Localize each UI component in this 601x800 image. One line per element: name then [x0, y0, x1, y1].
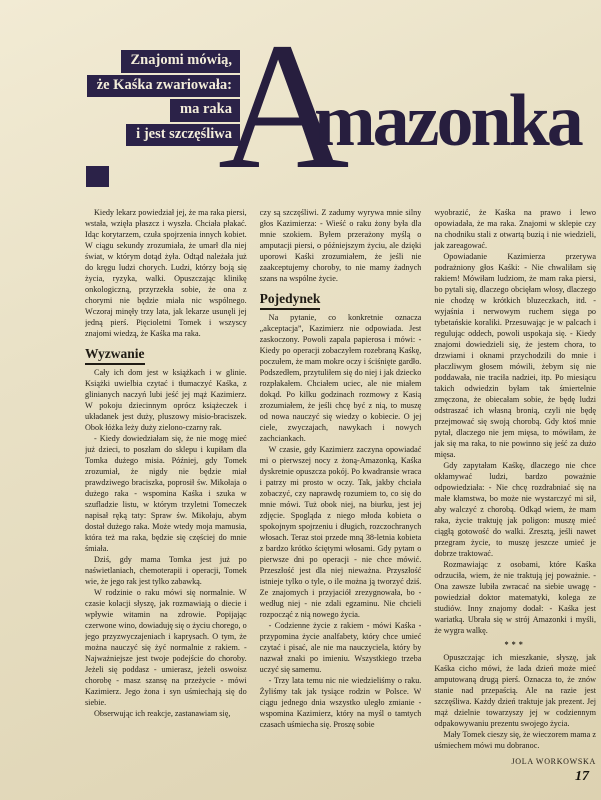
paragraph: Cały ich dom jest w książkach i w glinie. Książki uwielbia czytać i tłumaczyć Kaśka, z glinianych naczyń lubi jeść jej mąż Kazimierz. W pokoju dziecinnym oprócz książeczek i układanek jest duży, pluszowy misio-braciszek. Obok łóżka leży duży zielono-czarny rak. — [85, 367, 247, 432]
paragraph: Opuszczając ich mieszkanie, słyszę, jak Kaśka cicho mówi, że lada dzień może mieć amputowaną drugą pierś. Oznacza to, że znów stanie nad przepaścią. Ale na razie jest szczęśliwa. Każdy dzień traktuje jak prezent. Jej mąż dzielnie towarzyszy jej w codziennym odpakowywaniu prezentu swojego życia. — [434, 653, 597, 728]
headline-text: Znajomi mówią, — [121, 50, 241, 73]
paragraph: - Codzienne życie z rakiem - mówi Kaśka - przypomina życie analfabety, który chce umieć czytać i pisać, ale nie ma nauczyciela, który by nazwał znaki po imieniu. Wszystkiego trzeba uczyć się samemu. — [259, 620, 422, 674]
section-heading-wyzwanie — [85, 346, 247, 362]
headline-text: że Kaśka zwariowała: — [87, 75, 240, 98]
paragraph: Gdy zapytałam Kaśkę, dlaczego nie chce okłamywać ludzi, bardzo poważnie odpowiedziała: - Nie chcę rozdrabniać się na małe kłamstwa, bo może nie wystarczyć mi sił, aby walczyć z chorobą. Odkąd wiem, że mam raka, życie traktuję jak poligon: muszę mieć ciągłą gotowość do walki. Zresztą, jeśli nawet przegram życie, to muszę jeszcze umieć je dobrze traktować. — [434, 461, 597, 558]
column-1 — [85, 207, 247, 770]
title-dropcap: A — [218, 6, 350, 207]
paragraph: W czasie, gdy Kazimierz zaczyna opowiadać mi o pierwszej nocy z żoną-Amazonką, Kaśka dyskretnie opuszcza pokój. Po kwadransie wraca i patrzy mi prosto w oczy. Tak, jakby chciała zobaczyć, czy naprawdę rozumiem to, co się do mnie mówi. Tuż obok niej, na biurku, jest jej zdjęcie. Spogląda z niego młoda kobieta o spokojnym spojrzeniu i długich, rozczochranych włosach. Teraz stoi przede mną 38-letnia kobieta z bardzo krótko ściętymi włosami. Gdy pytam o pierwsze dni po operacji - nie chce mówić. Przeszłość jest dla niej nieważna. Przyszłość istnieje tylko o tyle, o ile można ją tworzyć dziś. Ze znajomych i przyjaciół zrezygnowała, bo - według niej - nie zdali egzaminu. Nie chcieli rozpocząć z nią nowego życia. — [259, 444, 422, 619]
decorative-block — [86, 166, 109, 187]
paragraph: Rozmawiając z osobami, które Kaśka odrzuciła, wiem, że nie traktują jej poważnie. - Ona zawsze lubiła zwracać na siebie uwagę - powiedział doktor matematyki, kolega ze studiów. Inny znajomy dodał: - Kaśka jest wariatką. Ubrała się w strój Amazonki i myśli, że wygra walkę. — [434, 560, 597, 635]
section-separator: *** — [504, 640, 526, 649]
section-heading-text: Pojedynek — [260, 291, 321, 310]
paragraph: wyobrazić, że Kaśka na prawo i lewo opowiadała, że ma raka. Znajomi w sklepie czy na chodniku stali z otwartą buzią i nie wiedzieli, jak zareagować. — [434, 208, 597, 250]
headline-line — [0, 75, 240, 98]
paragraph: - Kiedy dowiedziałam się, że nie mogę mieć już dzieci, to poszłam do sklepu i kupiłam dla Tomka dużego misia. Później, gdy Tomek zrozumiał, że nigdy nie będzie miał prawdziwego braciszka, poprosił św. Mikołaja o dużego raka - wspomina Kaśka i szuka w szufladzie listu, w którym trzyletni Tomeczek napisał ręką taty: Spraw św. Mikołaju, abym dostał dużego raka. Może wtedy moja mamusia, która też ma raka, będzie się częściej do mnie śmiała. — [85, 433, 247, 553]
article-body — [85, 207, 596, 770]
headline-text: i jest szczęśliwa — [126, 124, 240, 147]
column-3 — [434, 207, 596, 770]
section-heading-pojedynek — [260, 291, 422, 307]
section-heading-text: Wyzwanie — [85, 346, 145, 365]
paragraph: W rodzinie o raku mówi się normalnie. W czasie kolacji słyszę, jak rozmawiają o diecie i wpływie witamin na zdrowie. Popijając czerwone wino, dowiaduję się o życiu chorego, o jego przyzwyczajeniach i kaprysach. O tym, że można nauczyć się żyć normalnie z rakiem. - Najważniejsze jest twoje podejście do choroby. Jeżeli się poddasz - umierasz, jeżeli oswoisz chorobę - masz szansę na przeżycie - mówi Kazimierz. Jego żona i syn uśmiechają się do siebie. — [85, 587, 247, 707]
author-byline: JOLA WORKOWSKA — [511, 757, 597, 766]
paragraph: Obserwując ich reakcje, zastanawiam się, — [94, 708, 231, 718]
paragraph: Opowiadanie Kazimierza przerywa podrażniony głos Kaśki: - Nie chwaliłam się rakiem! Mówiłam ludziom, że mam raka piersi, bo pytali się, dlaczego obcięłam włosy, dlaczego nie chodzę w krótkich bluzeczkach, itd. - wyjaśnia i nerwowym ruchem sięga po tybetańskie koraliki. Przesuwając je w palcach i regulując oddech, powoli uspokaja się. - Kiedy znajomi dowiedzieli się, że jestem chora, to drzwiami i oknami przychodzili do mnie i płaczliwym głosem mówili, żebym się nie poddawała, nie traciła nadziei, itp. Po miesiącu takich odwiedzin byłam tak śmiertelnie zmęczona, że obiecałam sobie, że będę ludzi odstraszać ich własną bronią, czyli nie będę przejmować się swoją chorobą. Gdy ktoś mnie pytał, dlaczego nie jem mięsa, to mówiłam, że jak się ma raka, to nie powinno się jeść za dużo mięsa. — [434, 252, 597, 459]
column-2 — [260, 207, 422, 770]
headline-line — [0, 99, 240, 122]
headline-line — [0, 124, 240, 147]
paragraph: Dziś, gdy mama Tomka jest już po naświetlaniach, chemoterapii i operacji, Tomek wie, że jego rak jest tylko zabawką. — [85, 554, 247, 586]
article-title: mazonka — [314, 80, 581, 162]
headline-block — [0, 50, 240, 148]
headline-text: ma raka — [170, 99, 240, 122]
headline-line — [0, 50, 240, 73]
paragraph: Na pytanie, co konkretnie oznacza „akceptacja”, Kazimierz nie odpowiada. Jest zaskoczony. Powoli zapala papierosa i mówi: - Kiedy po operacji zobaczyłem rozebraną Kaśkę, poczułem, że mam mokre oczy i ściśnięte gardło. Podszedłem, przytuliłem się do niej i jak dziecko rozpłakałem. Chciałem uciec, ale nie miałem dokąd. Po kilku godzinach rozmowy z Kasią zrozumiałem, że jeśli chcę być z nią, to muszę od nowa nauczyć się wiedzy o kobiecie. O jej ciele, zwyczajach, nawykach i nowych zachciankach. — [259, 312, 422, 443]
paragraph: czy są szczęśliwi. Z zadumy wyrywa mnie silny głos Kazimierza: - Wieść o raku żony była dla mnie szokiem. Byłem przerażony myślą o amputacji piersi, o późniejszym życiu, ale dzięki uporowi Kaśki zrozumiałem, że jeśli nie zaakceptujemy choroby, to nie mamy żadnych szans na wspólne życie. — [259, 208, 422, 283]
page-number: 17 — [575, 769, 589, 784]
paragraph: Mały Tomek cieszy się, że wieczorem mama z uśmiechem mówi mu dobranoc. — [434, 730, 597, 750]
paragraph: Kiedy lekarz powiedział jej, że ma raka piersi, wstała, wzięła płaszcz i wyszła. Chciała płakać. Idąc korytarzem, czuła spojrzenia innych kobiet. W ciągu sekundy zrozumiała, że umarł dla niej świat, w którym dotąd żyła. Odtąd należała już do kręgu ludzi chorych. Ludzi, którzy boją się życia, ryzyka, walki. Opuszczając klinikę onkologiczną, przyrzekła sobie, że ona z chorymi nie będzie miała nic wspólnego. Wczoraj minęły trzy lata, jak lekarze usunęli jej jedną pierś. Pięcioletni Tomek i wszyscy znajomi wiedzą, że Kaśka ma raka. — [85, 208, 247, 338]
paragraph: - Trzy lata temu nic nie wiedzieliśmy o raku. Żyliśmy tak jak tysiące rodzin w Polsce. W ciągu jednego dnia wszystko uległo zmianie - wspomina Kazimierz, który na myśl o tamtych czasach uśmiecha się. Proszę sobie — [259, 675, 422, 729]
